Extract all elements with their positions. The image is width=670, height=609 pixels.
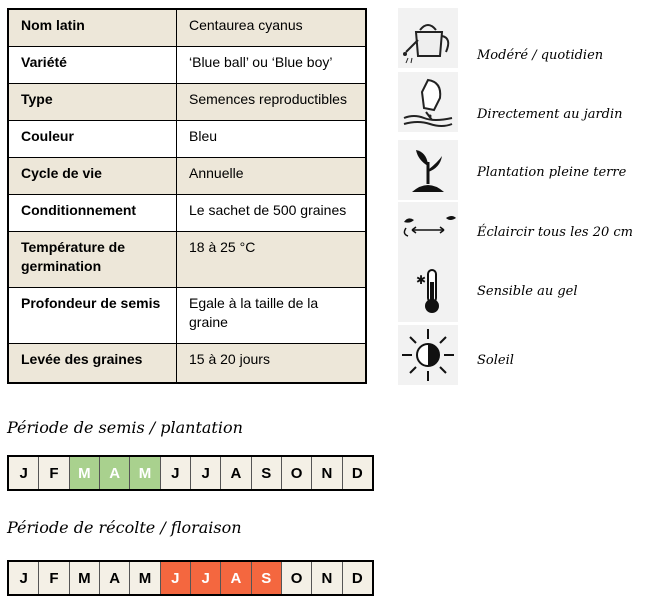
month-cell: M xyxy=(70,457,100,489)
table-row xyxy=(8,343,366,383)
care-item xyxy=(395,325,670,385)
svg-text:✱: ✱ xyxy=(416,273,427,287)
month-cell: J xyxy=(161,562,191,594)
table-row xyxy=(8,120,366,157)
row-key: Couleur xyxy=(8,120,177,157)
table-row xyxy=(8,9,366,46)
care-item xyxy=(395,262,670,322)
month-cell: J xyxy=(9,457,39,489)
month-cell: F xyxy=(39,457,69,489)
month-cell: S xyxy=(252,457,282,489)
month-cell: J xyxy=(191,457,221,489)
sun-icon xyxy=(398,325,458,385)
month-cell: A xyxy=(100,562,130,594)
harvest-period-title: Période de récolte / floraison xyxy=(7,518,242,537)
sowing-month-bar xyxy=(7,455,374,491)
care-label: Soleil xyxy=(477,353,514,368)
month-cell: M xyxy=(130,562,160,594)
thermometer-frost-icon xyxy=(398,262,458,322)
table-row xyxy=(8,83,366,120)
row-key: Température de germination xyxy=(8,231,177,287)
care-label: Éclaircir tous les 20 cm xyxy=(477,225,633,240)
month-cell: A xyxy=(221,457,251,489)
row-key: Variété xyxy=(8,46,177,83)
care-label: Directement au jardin xyxy=(477,107,623,122)
spacing-icon xyxy=(398,202,458,262)
row-value: Le sachet de 500 graines xyxy=(177,194,367,231)
month-cell: O xyxy=(282,457,312,489)
month-cell: M xyxy=(130,457,160,489)
row-key: Nom latin xyxy=(8,9,177,46)
sowing-hand-icon xyxy=(398,72,458,132)
month-cell: F xyxy=(39,562,69,594)
care-item xyxy=(395,202,670,262)
care-label: Plantation pleine terre xyxy=(477,165,627,180)
row-value: Bleu xyxy=(177,120,367,157)
table-row xyxy=(8,231,366,287)
month-cell: N xyxy=(312,457,342,489)
sowing-period-title: Période de semis / plantation xyxy=(7,418,243,437)
month-cell: J xyxy=(191,562,221,594)
month-cell: N xyxy=(312,562,342,594)
row-key: Profondeur de semis xyxy=(8,287,177,343)
month-cell: M xyxy=(70,562,100,594)
row-value: Centaurea cyanus xyxy=(177,9,367,46)
watering-can-icon xyxy=(398,8,458,68)
care-item xyxy=(395,8,670,68)
table-row xyxy=(8,194,366,231)
row-key: Conditionnement xyxy=(8,194,177,231)
care-label: Modéré / quotidien xyxy=(477,48,604,63)
month-cell: D xyxy=(343,562,372,594)
row-key: Levée des graines xyxy=(8,343,177,383)
care-label: Sensible au gel xyxy=(477,284,578,299)
care-item xyxy=(395,140,670,200)
table-row xyxy=(8,46,366,83)
row-value: 18 à 25 °C xyxy=(177,231,367,287)
table-row xyxy=(8,287,366,343)
month-cell: J xyxy=(161,457,191,489)
row-value: ‘Blue ball’ ou ‘Blue boy’ xyxy=(177,46,367,83)
row-key: Type xyxy=(8,83,177,120)
month-cell: S xyxy=(252,562,282,594)
row-value: Annuelle xyxy=(177,157,367,194)
row-value: Semences reproductibles xyxy=(177,83,367,120)
row-value: 15 à 20 jours xyxy=(177,343,367,383)
month-cell: A xyxy=(221,562,251,594)
row-value: Egale à la taille de la graine xyxy=(177,287,367,343)
month-cell: A xyxy=(100,457,130,489)
month-cell: O xyxy=(282,562,312,594)
row-key: Cycle de vie xyxy=(8,157,177,194)
harvest-month-bar xyxy=(7,560,374,596)
plant-info-table xyxy=(7,8,367,384)
month-cell: D xyxy=(343,457,372,489)
month-cell: J xyxy=(9,562,39,594)
seedling-icon xyxy=(398,140,458,200)
care-item xyxy=(395,72,670,132)
table-row xyxy=(8,157,366,194)
